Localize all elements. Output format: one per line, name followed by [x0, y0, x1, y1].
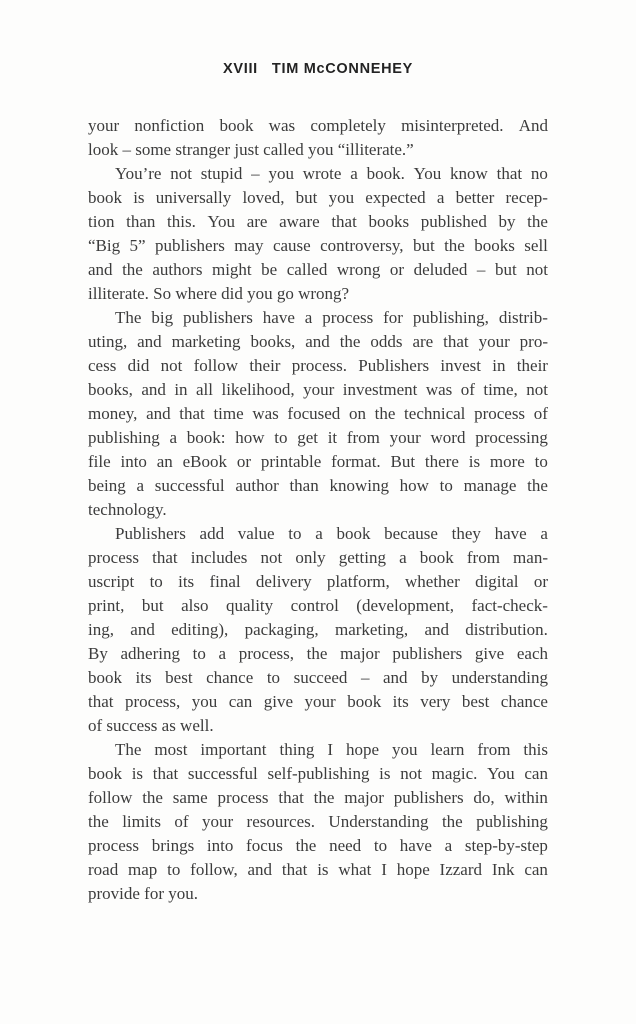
- text-line: provide for you.: [88, 884, 199, 903]
- text-line: and the authors might be called wrong or deluded – but not: [88, 260, 548, 279]
- text-line: books, and in all likelihood, your investment was of time, not: [88, 380, 548, 399]
- text-line: the limits of your resources. Understanding the publishing: [88, 812, 548, 831]
- text-line: file into an eBook or printable format. But there is more to: [88, 452, 548, 471]
- text-line: cess did not follow their process. Publishers invest in their: [88, 356, 548, 375]
- running-header: [88, 61, 548, 77]
- text-line: publishing a book: how to get it from your word processing: [88, 428, 548, 447]
- text-line: uscript to its final delivery platform, whether digital or: [88, 572, 548, 591]
- text-line: Publishers add value to a book because they have a: [115, 524, 548, 543]
- text-line: “Big 5” publishers may cause controversy, but the books sell: [88, 236, 548, 255]
- text-line: tion than this. You are aware that books published by the: [88, 212, 548, 231]
- text-line: The most important thing I hope you learn from this: [115, 740, 548, 759]
- text-line: By adhering to a process, the major publishers give each: [88, 644, 548, 663]
- text-line: ing, and editing), packaging, marketing, and distribution.: [88, 620, 548, 639]
- paragraph: [88, 738, 548, 906]
- text-line: road map to follow, and that is what I hope Izzard Ink can: [88, 860, 548, 879]
- text-line: follow the same process that the major publishers do, within: [88, 788, 548, 807]
- text-line: book is that successful self-publishing is not magic. You can: [88, 764, 548, 783]
- text-line: being a successful author than knowing how to manage the: [88, 476, 548, 495]
- text-line: technology.: [88, 500, 167, 519]
- text-line: illiterate. So where did you go wrong?: [88, 284, 350, 303]
- text-line: money, and that time was focused on the technical process of: [88, 404, 548, 423]
- text-line: of success as well.: [88, 716, 214, 735]
- text-line: book is universally loved, but you expected a better recep-: [88, 188, 548, 207]
- paragraph: [88, 522, 548, 738]
- text-line: that process, you can give your book its very best chance: [88, 692, 548, 711]
- page-number-roman: XVIII: [222, 61, 258, 77]
- text-line: You’re not stupid – you wrote a book. You know that no: [115, 164, 548, 183]
- text-line: look – some stranger just called you “illiterate.”: [88, 140, 414, 159]
- text-line: The big publishers have a process for publishing, distrib-: [115, 308, 548, 327]
- text-line: print, but also quality control (development, fact-check-: [88, 596, 548, 615]
- paragraph: [88, 114, 548, 162]
- text-line: uting, and marketing books, and the odds are that your pro-: [88, 332, 548, 351]
- text-line: book its best chance to succeed – and by understanding: [88, 668, 548, 687]
- paragraph: [88, 162, 548, 306]
- text-column: [88, 114, 548, 906]
- paragraph: [88, 306, 548, 522]
- text-line: process brings into focus the need to have a step-by-step: [88, 836, 548, 855]
- text-line: process that includes not only getting a book from man-: [88, 548, 548, 567]
- author-name: TIM McCONNEHEY: [271, 61, 414, 77]
- text-line: your nonfiction book was completely misinterpreted. And: [88, 116, 548, 135]
